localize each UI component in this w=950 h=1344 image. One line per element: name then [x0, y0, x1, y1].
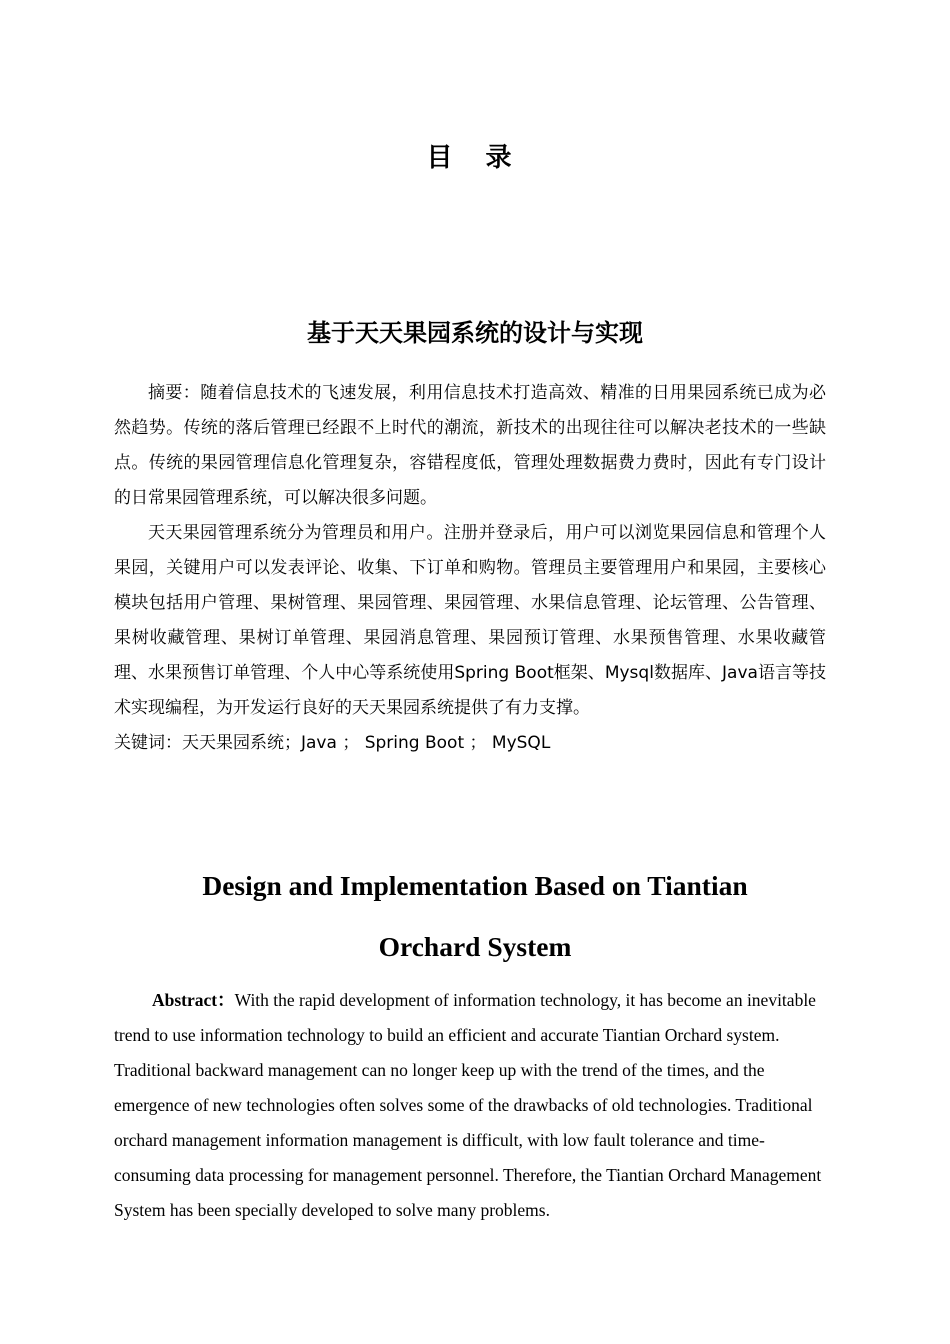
chinese-keywords	[114, 726, 826, 761]
english-abstract-label: Abstract：	[152, 990, 235, 1010]
english-title-line-2: Orchard System	[378, 931, 572, 962]
chinese-keywords-text: 天天果园系统；Java ； Spring Boot ； MySQL	[182, 733, 551, 753]
english-title	[150, 855, 800, 977]
chinese-abstract-text-1: 随着信息技术的飞速发展，利用信息技术打造高效、精准的日用果园系统已成为必然趋势。传统的落后管理已经跟不上时代的潮流，新技术的出现往往可以解决老技术的一些缺点。传统的果园管理信息化管理复杂，容错程度低，管理处理数据费力费时，因此有专门设计的日常果园管理系统，可以解决很多问题。	[114, 383, 827, 508]
toc-heading: 目 录	[426, 143, 524, 173]
english-abstract	[114, 983, 838, 1228]
chinese-abstract-label: 摘要：	[148, 383, 201, 403]
chinese-abstract-paragraph-1	[114, 376, 826, 516]
chinese-abstract-paragraph-2: 天天果园管理系统分为管理员和用户。注册并登录后，用户可以浏览果园信息和管理个人果园，关键用户可以发表评论、收集、下订单和购物。管理员主要管理用户和果园，主要核心模块包括用户管理、果树管理、果园管理、果园管理、水果信息管理、论坛管理、公告管理、果树收藏管理、果树订单管理、果园消息管理、果园预订管理、水果预售管理、水果收藏管理、水果预售订单管理、个人中心等系统使用Spring Boot框架、Mysql数据库、Java语言等技术实现编程，为开发运行良好的天天果园系统提供了有力支撑。	[114, 523, 826, 718]
english-abstract-text: With the rapid development of information technology, it has become an inevitable trend to use information technology to build an efficient and accurate Tiantian Orchard system. Traditional backward management can no longer keep up with the trend of the times, and the emergence of new technologies often solves some of the drawbacks of old technologies. Traditional orchard management information management is difficult, with low fault tolerance and time-consuming data processing for management personnel. Therefore, the Tiantian Orchard Management System has been specially developed to solve many problems.	[114, 990, 822, 1220]
english-abstract-paragraph	[114, 983, 838, 1228]
chinese-abstract	[114, 376, 826, 761]
chinese-keywords-label: 关键词：	[114, 733, 182, 753]
english-title-line-1: Design and Implementation Based on Tiantian	[202, 870, 748, 901]
chinese-title: 基于天天果园系统的设计与实现	[307, 319, 643, 347]
